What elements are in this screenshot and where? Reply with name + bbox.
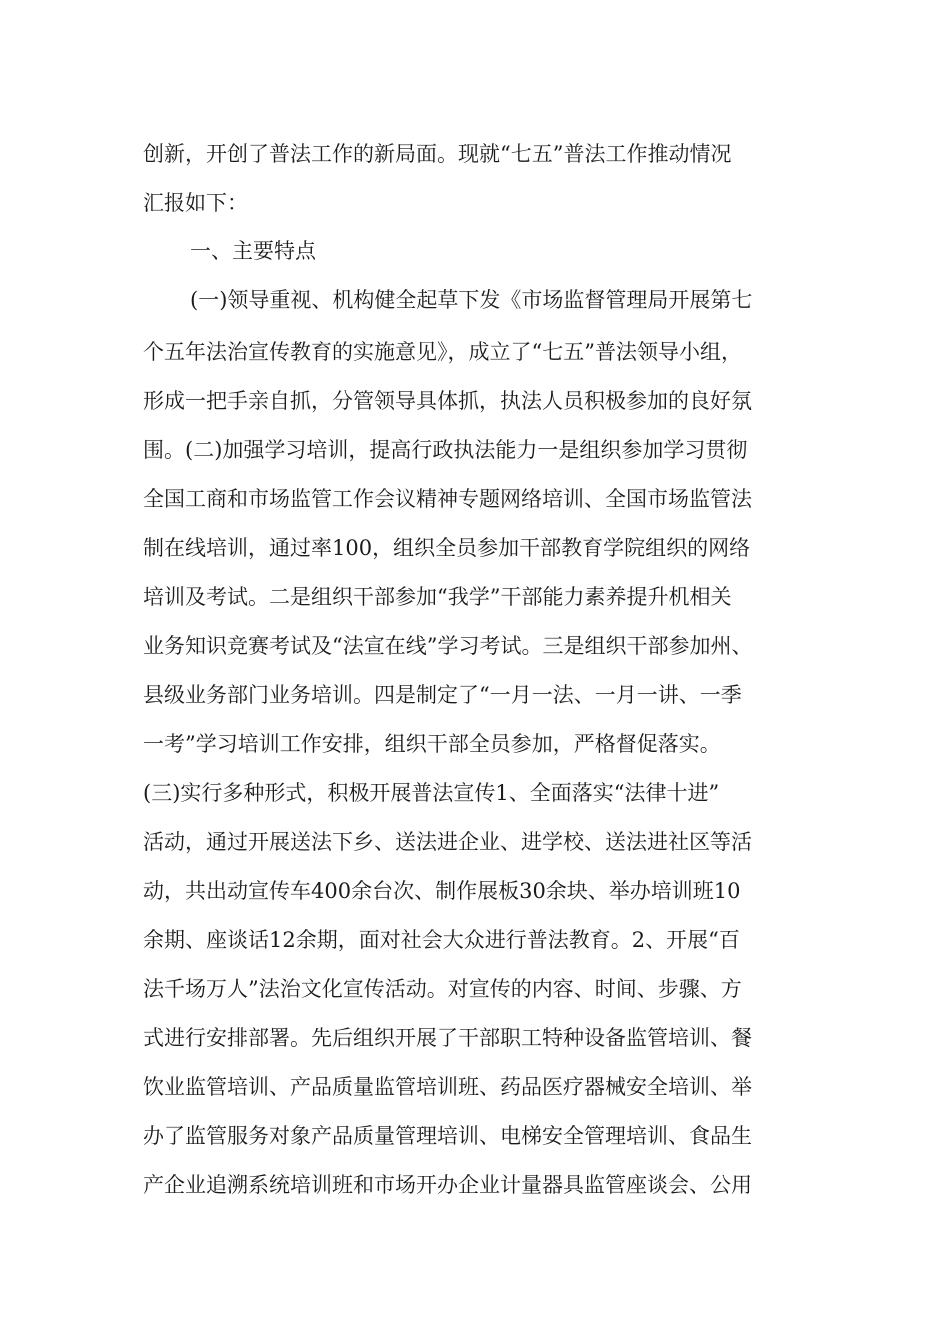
paragraph-line: 全国工商和市场监管工作会议精神专题网络培训、全国市场监管法 [143, 487, 752, 511]
paragraph-line: 活动，通过开展送法下乡、送法进企业、进学校、送法进社区等活 [143, 830, 752, 854]
paragraph-line: (一)领导重视、机构健全起草下发《市场监督管理局开展第七 [190, 288, 753, 312]
paragraph-line: 制在线培训，通过率100，组织全员参加干部教育学院组织的网络 [143, 536, 751, 560]
paragraph-line: 式进行安排部署。先后组织开展了干部职工特种设备监管培训、餐 [143, 1026, 752, 1050]
paragraph-line: (三)实行多种形式，积极开展普法宣传1、全面落实“法律十进” [143, 781, 720, 805]
paragraph-line: 业务知识竞赛考试及“法宣在线”学习考试。三是组织干部参加州、 [143, 634, 753, 658]
paragraph-line: 个五年法治宣传教育的实施意见》，成立了“七五”普法领导小组， [143, 340, 742, 364]
paragraph-line: 县级业务部门业务培训。四是制定了“一月一法、一月一讲、一季 [143, 683, 742, 707]
paragraph-line: 饮业监管培训、产品质量监管培训班、药品医疗器械安全培训、举 [143, 1075, 752, 1099]
paragraph-line: 形成一把手亲自抓，分管领导具体抓，执法人员积极参加的良好氛 [143, 389, 752, 413]
paragraph-line: 产企业追溯系统培训班和市场开办企业计量器具监管座谈会、公用 [143, 1173, 752, 1197]
paragraph-line: 创新，开创了普法工作的新局面。现就“七五”普法工作推动情况 [143, 142, 732, 166]
paragraph-line: 法千场万人”法治文化宣传活动。对宣传的内容、时间、步骤、方 [143, 977, 742, 1001]
paragraph-line: 一考”学习培训工作安排，组织干部全员参加，严格督促落实。 [143, 732, 721, 756]
paragraph-line: 培训及考试。二是组织干部参加“我学”干部能力素养提升机相关 [143, 585, 732, 609]
paragraph-line: 汇报如下： [143, 191, 248, 215]
paragraph-line: 余期、座谈话12余期，面对社会大众进行普法教育。2、开展“百 [143, 928, 740, 952]
paragraph-line: 动，共出动宣传车400余台次、制作展板30余块、举办培训班10 [143, 879, 741, 903]
paragraph-line: 办了监管服务对象产品质量管理培训、电梯安全管理培训、食品生 [143, 1124, 752, 1148]
paragraph-line: 围。(二)加强学习培训，提高行政执法能力一是组织参加学习贯彻 [143, 438, 748, 462]
section-heading: 一、主要特点 [190, 239, 316, 263]
